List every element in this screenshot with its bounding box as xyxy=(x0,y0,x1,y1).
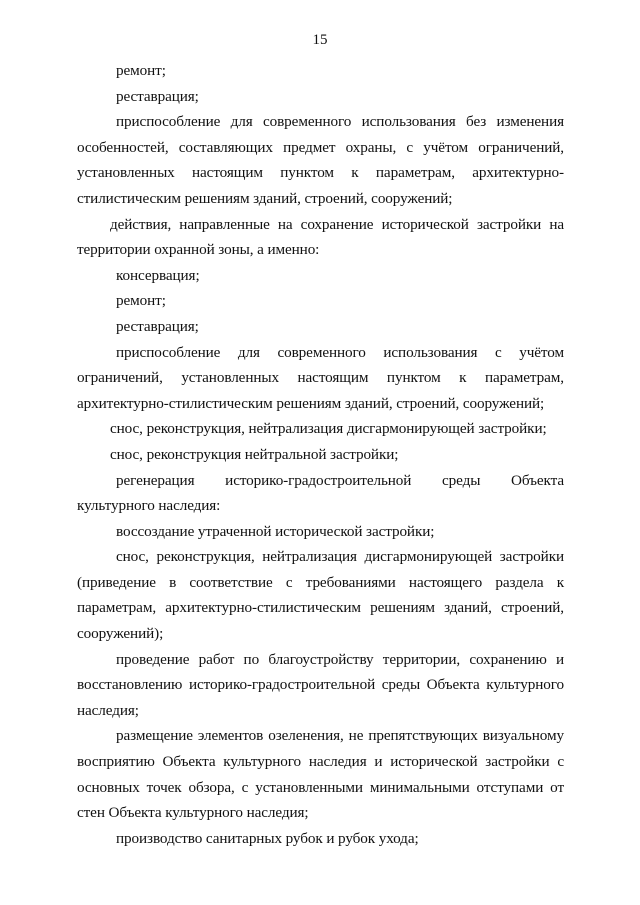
paragraph-15: размещение элементов озеленения, не препятствующих визуальному восприятию Объекта культурного наследия и исторической застройки с основных точек обзора, с установленными минимальными отступами от стен Объекта культурного наследия; xyxy=(77,727,564,822)
paragraph-11: регенерация историко-градостроительной среды Объекта культурного наследия: xyxy=(77,471,564,515)
paragraph-4: действия, направленные на сохранение исторической застройки на территории охранной зоны, а именно: xyxy=(77,215,564,259)
paragraph-5: консервация; xyxy=(116,266,200,284)
paragraph-10: снос, реконструкция нейтральной застройки; xyxy=(110,445,399,463)
paragraph-7: реставрация; xyxy=(116,317,199,335)
paragraph-14: проведение работ по благоустройству территории, сохранению и восстановлению историко-градостроительной среды Объекта культурного наследия; xyxy=(77,650,564,719)
paragraph-8: приспособление для современного использования с учётом ограничений, установленных настоящим пунктом к параметрам, архитектурно-стилистическим решениям зданий, строений, сооружений; xyxy=(77,343,564,412)
paragraph-1: ремонт; xyxy=(116,62,166,79)
paragraph-12: воссоздание утраченной исторической застройки; xyxy=(116,522,435,540)
paragraph-13: снос, реконструкция, нейтрализация дисгармонирующей застройки (приведение в соответствие с требованиями настоящего раздела к параметрам, архитектурно-стилистическим решениям зданий, строений, сооружений); xyxy=(77,548,564,643)
document-body xyxy=(77,58,564,851)
paragraph-16: производство санитарных рубок и рубок ухода; xyxy=(116,829,419,847)
paragraph-6: ремонт; xyxy=(116,292,166,310)
paragraph-9: снос, реконструкция, нейтрализация дисгармонирующей застройки; xyxy=(110,420,547,438)
paragraph-2: реставрация; xyxy=(116,87,199,105)
page-number: 15 xyxy=(312,32,328,48)
paragraph-3: приспособление для современного использования без изменения особенностей, составляющих предмет охраны, с учётом ограничений, установленных настоящим пунктом к параметрам, архитектурно-стилистическим решениям зданий, строений, сооружений; xyxy=(77,113,564,207)
